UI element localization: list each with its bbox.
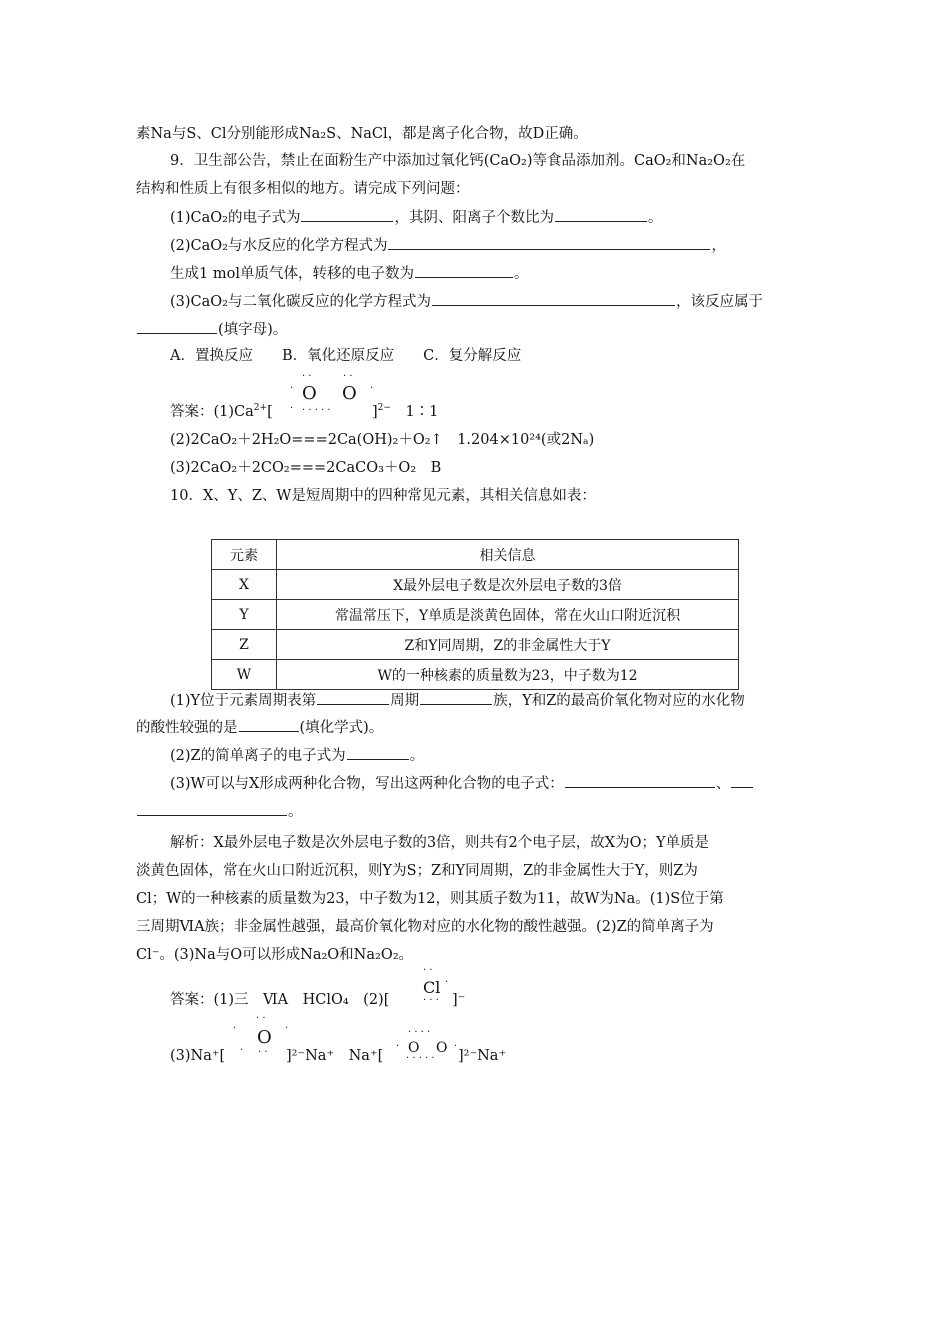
question-10-part-1b — [136, 717, 383, 738]
answer-blank[interactable] — [731, 773, 753, 788]
question-10-part-2 — [170, 745, 424, 766]
electron-dots: · · · · · — [406, 1053, 435, 1064]
electron-dots: · · — [343, 371, 353, 382]
solution-line-5: Cl⁻。(3)Na与O可以形成Na₂O和Na₂O₂。 — [136, 947, 414, 963]
answer-blank[interactable] — [137, 319, 217, 334]
question-9-part-3b — [136, 319, 287, 340]
table-row — [212, 570, 739, 600]
question-9-options: A．置换反应 B．氧化还原反应 C．复分解反应 — [170, 348, 522, 364]
answer-10-line-3b: ]²⁻Na⁺ Na⁺[ — [286, 1048, 384, 1064]
answer-blank[interactable] — [347, 745, 409, 760]
answer-blank[interactable] — [415, 263, 513, 278]
table-cell: Y — [212, 600, 277, 630]
q9-p2-text-b: ， — [711, 238, 726, 254]
answer-9-part-3: (3)2CaO₂＋2CO₂===2CaCO₃＋O₂ B — [170, 460, 442, 476]
electron-dots: · · · · · — [302, 405, 331, 416]
table-cell: 常温常压下，Y单质是淡黄色固体，常在火山口附近沉积 — [277, 600, 739, 630]
question-9-line-1: 9．卫生部公告，禁止在面粉生产中添加过氧化钙(CaO₂)等食品添加剂。CaO₂和Na₂O₂在 — [170, 153, 746, 169]
q10-p2-text-b: 。 — [409, 748, 425, 764]
q10-p1-text-e: (填化学式)。 — [299, 720, 384, 736]
chlorine-symbol: Cl — [423, 978, 441, 997]
electron-dots: · · · — [423, 995, 439, 1006]
q9-p2-text-a: (2)CaO₂与水反应的化学方程式为 — [170, 238, 388, 254]
electron-dot: · — [454, 1041, 458, 1052]
question-9-part-3 — [170, 291, 763, 312]
anion-charge: 2− — [377, 403, 391, 414]
table-row — [212, 660, 739, 690]
question-9-part-2b — [170, 263, 528, 284]
q10-p3-text-c: 。 — [288, 804, 303, 820]
table-row — [212, 630, 739, 660]
table-row — [212, 600, 739, 630]
oxygen-symbol: O — [257, 1027, 272, 1048]
oxygen-symbol: O — [408, 1040, 420, 1056]
answer-9-ratio: 1∶1 — [405, 404, 439, 420]
electron-dots: · · — [302, 371, 312, 382]
question-10-part-3 — [170, 773, 754, 794]
q9-p1-text-b: ，其阴、阳离子个数比为 — [394, 210, 554, 226]
solution-line-1: 解析：X最外层电子数是次外层电子数的3倍，则共有2个电子层，故X为O；Y单质是 — [170, 835, 710, 851]
q10-p2-text-a: (2)Z的简单离子的电子式为 — [170, 748, 346, 764]
answer-9-part-2: (2)2CaO₂＋2H₂O===2Ca(OH)₂＋O₂↑ 1.204×10²⁴(或2Nₐ) — [170, 432, 595, 448]
answer-blank[interactable] — [565, 773, 715, 788]
table-header-row — [212, 540, 739, 570]
question-9-part-2 — [170, 235, 726, 256]
electron-dots: · · — [256, 1013, 266, 1024]
answer-blank[interactable] — [555, 207, 647, 222]
electron-dots: · · — [258, 1047, 268, 1058]
q10-p1-text-b: 周期 — [390, 693, 420, 709]
electron-dots: · · — [423, 965, 433, 976]
electron-dot: · — [445, 977, 449, 988]
solution-line-4: 三周期ⅥA族；非金属性越强，最高价氧化物对应的水化物的酸性越强。(2)Z的简单离子为 — [136, 919, 714, 935]
answer-blank[interactable] — [137, 801, 287, 816]
q10-p1-text-a: (1)Y位于元素周期表第 — [170, 693, 317, 709]
oxygen-symbol: O — [342, 383, 357, 404]
electron-dot: · — [290, 403, 294, 414]
oxygen-symbol: O — [302, 383, 317, 404]
answer-blank[interactable] — [420, 690, 492, 705]
left-bracket: [ — [267, 404, 273, 420]
answer-9-bracket — [372, 402, 438, 422]
electron-dot: · — [370, 383, 374, 394]
answer-9-label-text: 答案：(1)Ca — [170, 404, 254, 420]
text-line-1: 素Na与S、Cl分别能形成Na₂S、NaCl，都是离子化合物，故D正确。 — [136, 126, 588, 142]
answer-blank[interactable] — [301, 207, 393, 222]
electron-dot: · — [285, 1023, 289, 1034]
solution-line-2: 淡黄色固体，常在火山口附近沉积，则Y为S；Z和Y同周期，Z的非金属性大于Y，则Z为 — [136, 863, 698, 879]
table-header-cell: 相关信息 — [277, 540, 739, 570]
electron-dots: · · · · — [408, 1027, 431, 1038]
question-10-part-1 — [170, 690, 745, 711]
q10-p3-text-b: 、 — [715, 776, 731, 792]
electron-dot: · — [290, 383, 294, 394]
table-cell: Z和Y同周期，Z的非金属性大于Y — [277, 630, 739, 660]
element-info-table — [211, 539, 739, 690]
answer-10-line-3a: (3)Na⁺[ — [170, 1048, 226, 1064]
right-bracket: ] — [372, 404, 378, 420]
electron-dot: · — [233, 1023, 237, 1034]
cation-charge: 2+ — [253, 403, 268, 414]
question-9-part-1 — [170, 207, 662, 228]
q9-p1-text-a: (1)CaO₂的电子式为 — [170, 210, 301, 226]
question-9-line-2: 结构和性质上有很多相似的地方。请完成下列问题： — [136, 181, 470, 197]
solution-line-3: Cl；W的一种核素的质量数为23，中子数为12，则其质子数为11，故W为Na。(1)S位于第 — [136, 891, 724, 907]
answer-9-label — [170, 402, 273, 422]
answer-blank[interactable] — [432, 291, 675, 306]
q9-p3-text-b: ，该反应属于 — [675, 294, 763, 310]
q9-p3-text-a: (3)CaO₂与二氧化碳反应的化学方程式为 — [170, 294, 431, 310]
table-header-cell: 元素 — [212, 540, 277, 570]
q10-p1-text-d: 的酸性较强的是 — [136, 720, 238, 736]
q10-p1-text-c: 族，Y和Z的最高价氧化物对应的水化物 — [493, 693, 745, 709]
table-cell: W的一种核素的质量数为23，中子数为12 — [277, 660, 739, 690]
electron-dot: · — [396, 1041, 400, 1052]
answer-blank[interactable] — [388, 235, 710, 250]
q9-p2-text-c: 生成1 mol单质气体，转移的电子数为 — [170, 266, 414, 282]
q9-p1-text-c: 。 — [647, 210, 663, 226]
electron-dot: · — [240, 1045, 244, 1056]
answer-10-line-1: 答案：(1)三 ⅥA HClO₄ (2)[ — [170, 992, 390, 1008]
q9-p3-text-c: (填字母)。 — [218, 322, 288, 338]
answer-blank[interactable] — [317, 690, 389, 705]
answer-10-line-3c: ]²⁻Na⁺ — [458, 1048, 507, 1064]
table-cell: X最外层电子数是次外层电子数的3倍 — [277, 570, 739, 600]
q10-p3-text-a: (3)W可以与X形成两种化合物，写出这两种化合物的电子式： — [170, 776, 564, 792]
oxygen-symbol: O — [436, 1040, 448, 1056]
question-10-part-3b — [136, 801, 303, 822]
q9-p2-text-d: 。 — [513, 266, 529, 282]
question-10: 10．X、Y、Z、W是短周期中的四种常见元素，其相关信息如表： — [170, 488, 596, 504]
table-cell: W — [212, 660, 277, 690]
table-cell: Z — [212, 630, 277, 660]
answer-blank[interactable] — [239, 717, 299, 732]
table-cell: X — [212, 570, 277, 600]
answer-10-bracket: ]⁻ — [452, 992, 466, 1008]
